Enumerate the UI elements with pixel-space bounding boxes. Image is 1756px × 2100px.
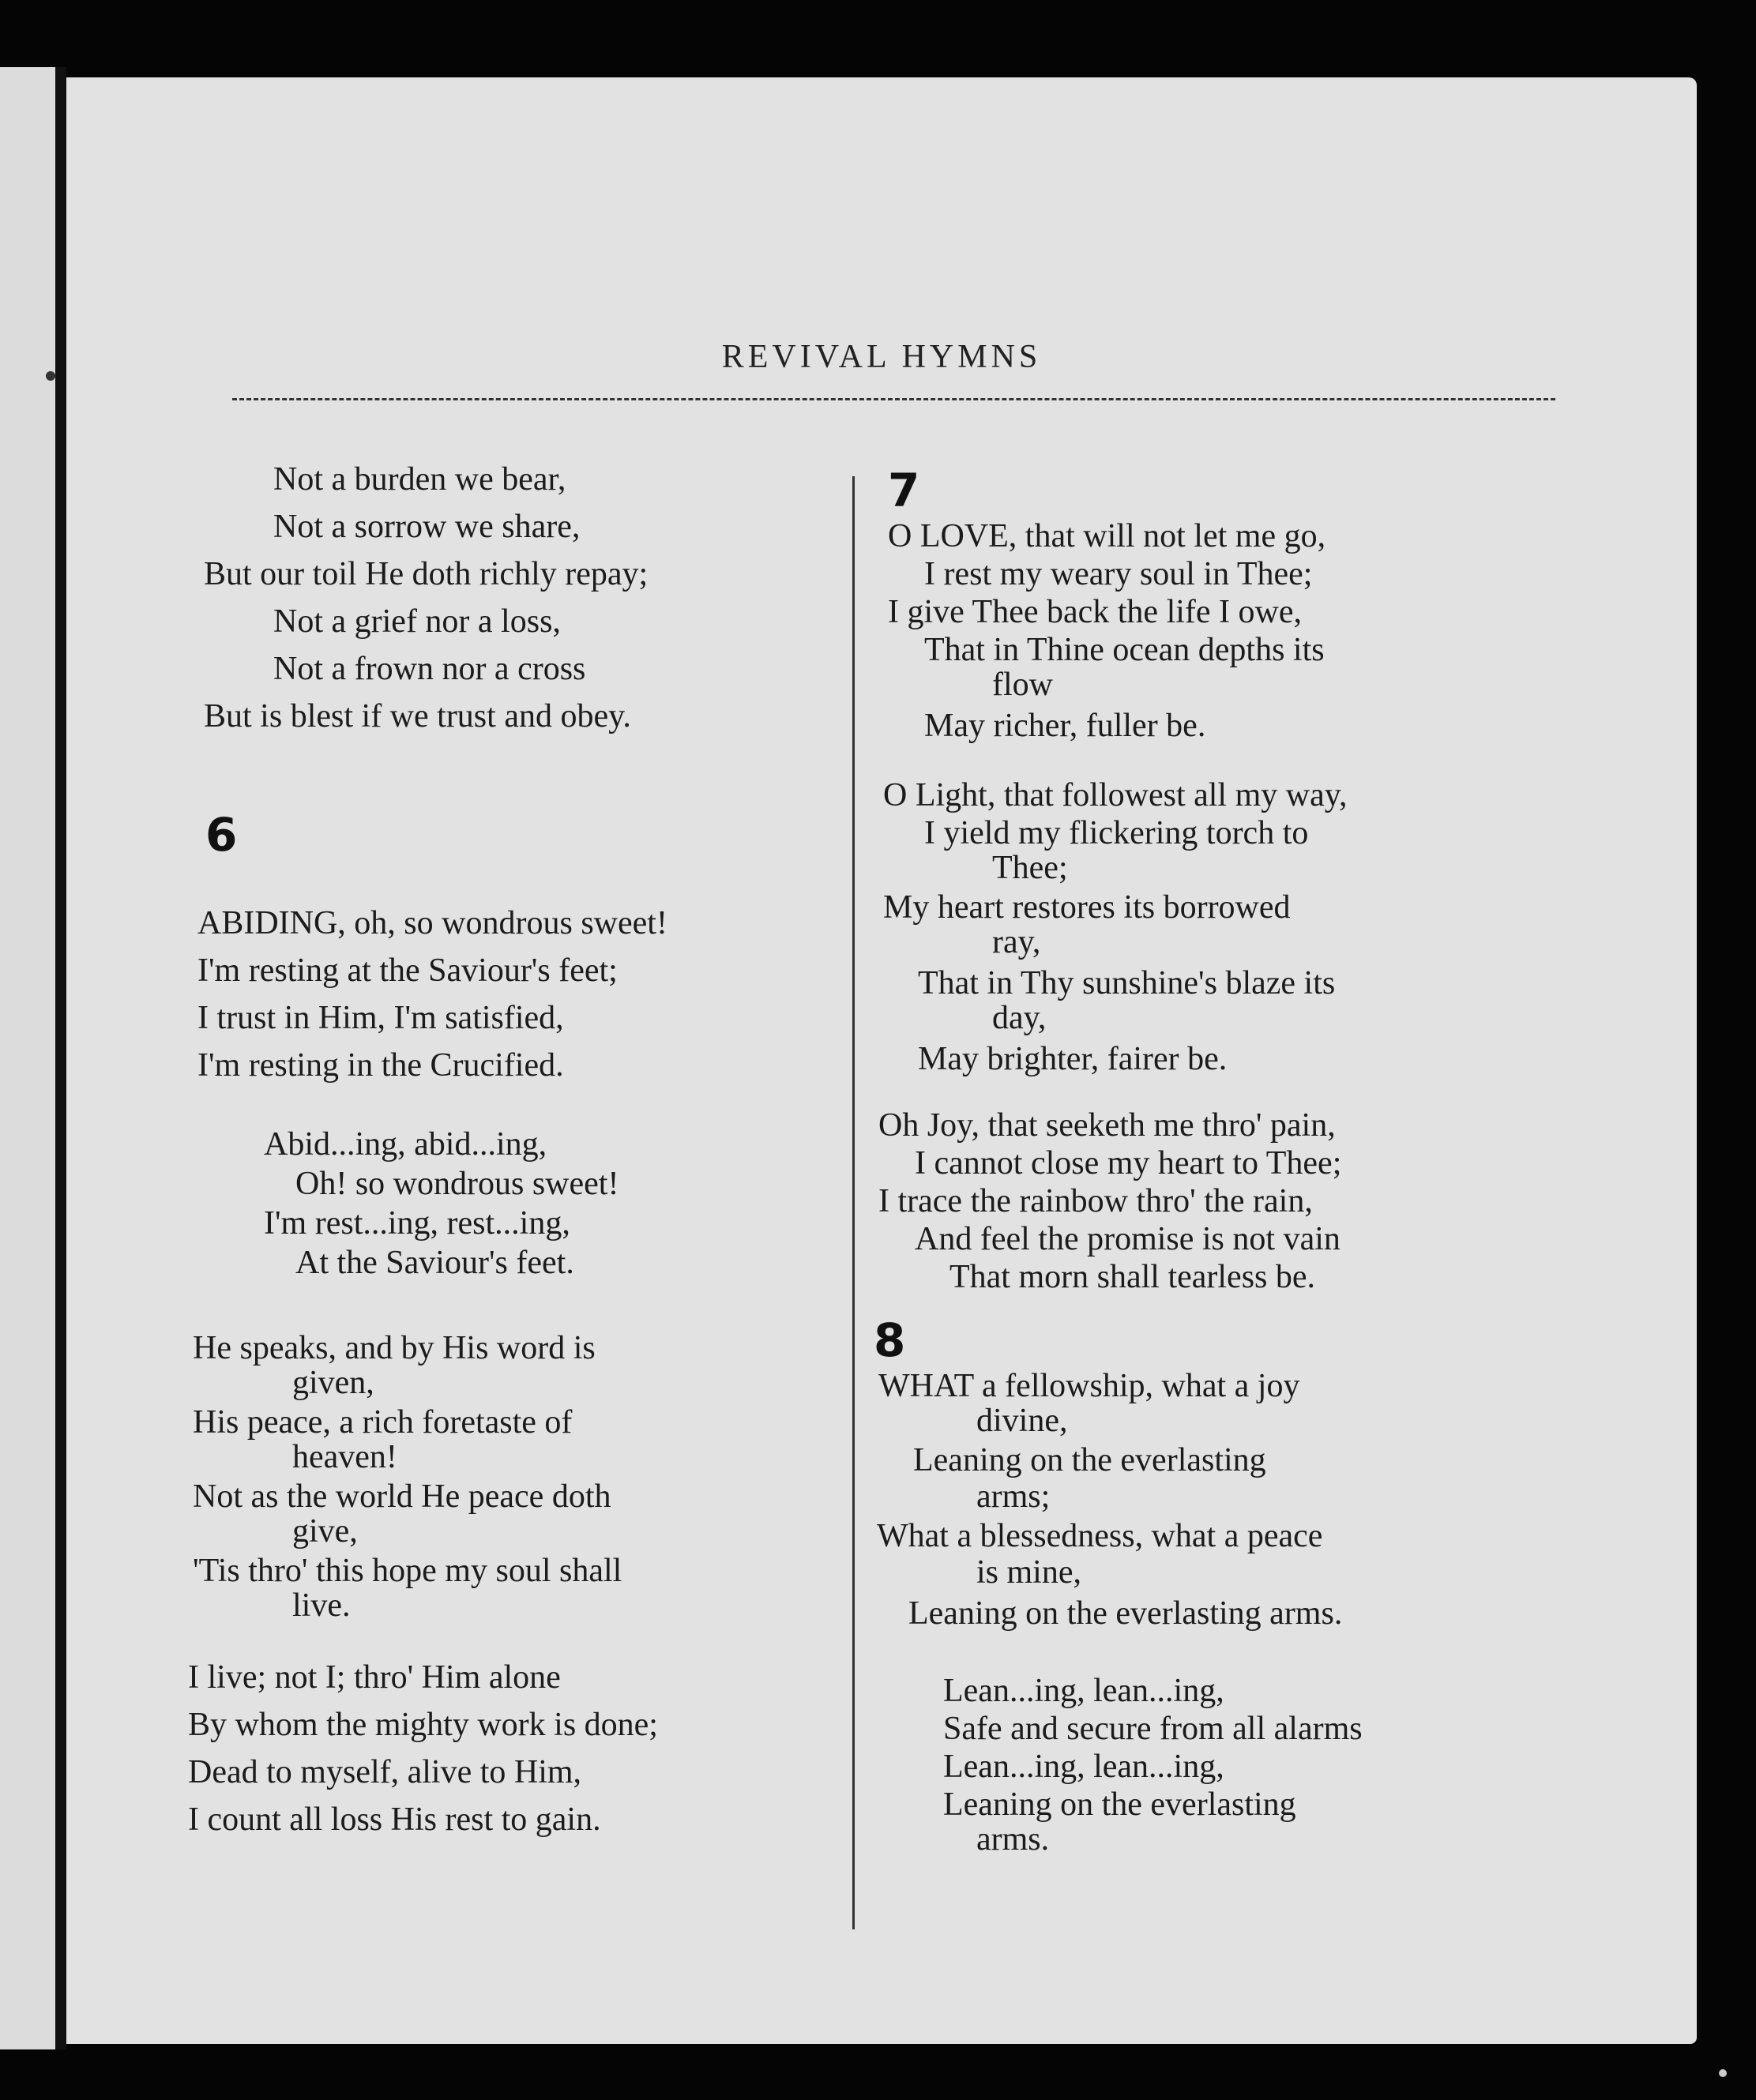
hymn5-line: Not a burden we bear, bbox=[273, 461, 566, 498]
hymn8-chorus-line: Leaning on the everlasting bbox=[943, 1786, 1296, 1823]
hymn6-verse3-line: Dead to myself, alive to Him, bbox=[188, 1754, 582, 1790]
hymn7-verse3-line: And feel the promise is not vain bbox=[915, 1221, 1341, 1257]
hymn7-verse2-line: Thee; bbox=[992, 850, 1068, 886]
hymn8-chorus-line: Lean...ing, lean...ing, bbox=[943, 1749, 1224, 1785]
hymn8-verse1-line: What a blessedness, what a peace bbox=[877, 1518, 1323, 1554]
hymn5-line: Not a sorrow we share, bbox=[273, 509, 581, 545]
hymn6-verse1-line: ABIDING, oh, so wondrous sweet! bbox=[197, 905, 667, 941]
hymn6-verse3-line: I count all loss His rest to gain. bbox=[188, 1801, 601, 1838]
hymn8-chorus-line: arms. bbox=[976, 1821, 1050, 1858]
hymn7-verse1-line: flow bbox=[992, 667, 1053, 703]
hymn6-verse3-line: I live; not I; thro' Him alone bbox=[188, 1659, 561, 1696]
hymn-number-7: 7 bbox=[888, 464, 920, 517]
hymn8-verse1-line: arms; bbox=[976, 1478, 1051, 1515]
hymn7-verse2-line: O Light, that followest all my way, bbox=[883, 777, 1348, 813]
column-divider bbox=[852, 476, 855, 1929]
hymn7-verse1-line: O LOVE, that will not let me go, bbox=[888, 518, 1326, 554]
hymn6-verse1-line: I'm resting at the Saviour's feet; bbox=[197, 952, 618, 989]
hymn6-chorus-line: At the Saviour's feet. bbox=[295, 1245, 574, 1281]
hymn8-verse1-line: divine, bbox=[976, 1403, 1068, 1439]
hymn6-verse2-line: Not as the world He peace doth bbox=[193, 1478, 611, 1515]
hymn6-chorus-line: Abid...ing, abid...ing, bbox=[264, 1126, 547, 1163]
hymnal-page bbox=[66, 77, 1697, 2044]
hymn8-chorus-line: Lean...ing, lean...ing, bbox=[943, 1673, 1224, 1709]
hymn6-verse2-line: live. bbox=[292, 1587, 351, 1624]
hymn8-verse1-line: Leaning on the everlasting bbox=[913, 1442, 1266, 1478]
hymn5-line: But is blest if we trust and obey. bbox=[204, 698, 631, 734]
hymn6-verse2-line: given, bbox=[292, 1365, 374, 1401]
hymn7-verse2-line: May brighter, fairer be. bbox=[918, 1041, 1228, 1077]
hymn7-verse1-line: That in Thine ocean depths its bbox=[924, 632, 1325, 668]
hymn7-verse3-line: Oh Joy, that seeketh me thro' pain, bbox=[878, 1107, 1336, 1144]
hymn6-verse2-line: His peace, a rich foretaste of bbox=[193, 1404, 573, 1441]
hymn8-verse1-line: is mine, bbox=[976, 1554, 1081, 1591]
hymn7-verse1-line: May richer, fuller be. bbox=[924, 708, 1206, 744]
hymn5-line: But our toil He doth richly repay; bbox=[204, 556, 649, 592]
hymn7-verse2-line: I yield my flickering torch to bbox=[924, 815, 1309, 851]
hymn6-chorus-line: Oh! so wondrous sweet! bbox=[295, 1166, 619, 1202]
hymn6-verse2-line: 'Tis thro' this hope my soul shall bbox=[193, 1553, 622, 1589]
hymn5-line: Not a frown nor a cross bbox=[273, 651, 586, 687]
hymn7-verse3-line: I cannot close my heart to Thee; bbox=[915, 1145, 1342, 1181]
hymn5-line: Not a grief nor a loss, bbox=[273, 603, 561, 640]
book-spine bbox=[55, 67, 66, 2049]
hymn6-verse2-line: give, bbox=[292, 1513, 358, 1550]
hymn7-verse2-line: ray, bbox=[992, 924, 1041, 960]
hymn-number-6: 6 bbox=[205, 808, 238, 862]
hymn8-verse1-line: WHAT a fellowship, what a joy bbox=[878, 1368, 1300, 1404]
hymn6-chorus-line: I'm rest...ing, rest...ing, bbox=[264, 1205, 570, 1242]
hymn7-verse2-line: day, bbox=[992, 1000, 1047, 1036]
page-header: REVIVAL HYMNS bbox=[721, 339, 1042, 375]
hymn6-verse2-line: heaven! bbox=[292, 1439, 397, 1475]
hymn8-chorus-line: Safe and secure from all alarms bbox=[943, 1711, 1363, 1747]
hymn6-verse1-line: I'm resting in the Crucified. bbox=[197, 1047, 564, 1084]
scan-speck bbox=[1719, 2069, 1727, 2077]
scan-speck bbox=[46, 371, 55, 381]
hymn8-verse1-line: Leaning on the everlasting arms. bbox=[908, 1595, 1343, 1632]
hymn7-verse2-line: My heart restores its borrowed bbox=[883, 889, 1291, 926]
header-rule bbox=[232, 398, 1555, 400]
hymn7-verse1-line: I give Thee back the life I owe, bbox=[888, 594, 1302, 630]
hymn6-verse1-line: I trust in Him, I'm satisfied, bbox=[197, 1000, 564, 1036]
hymn7-verse3-line: That morn shall tearless be. bbox=[949, 1259, 1316, 1295]
facing-page-edge bbox=[0, 67, 58, 2049]
hymn-number-8: 8 bbox=[874, 1313, 906, 1367]
hymn6-verse3-line: By whom the mighty work is done; bbox=[188, 1707, 658, 1743]
hymn6-verse2-line: He speaks, and by His word is bbox=[193, 1330, 596, 1366]
hymn7-verse2-line: That in Thy sunshine's blaze its bbox=[918, 965, 1336, 1001]
hymn7-verse3-line: I trace the rainbow thro' the rain, bbox=[878, 1183, 1313, 1219]
hymn7-verse1-line: I rest my weary soul in Thee; bbox=[924, 556, 1313, 592]
